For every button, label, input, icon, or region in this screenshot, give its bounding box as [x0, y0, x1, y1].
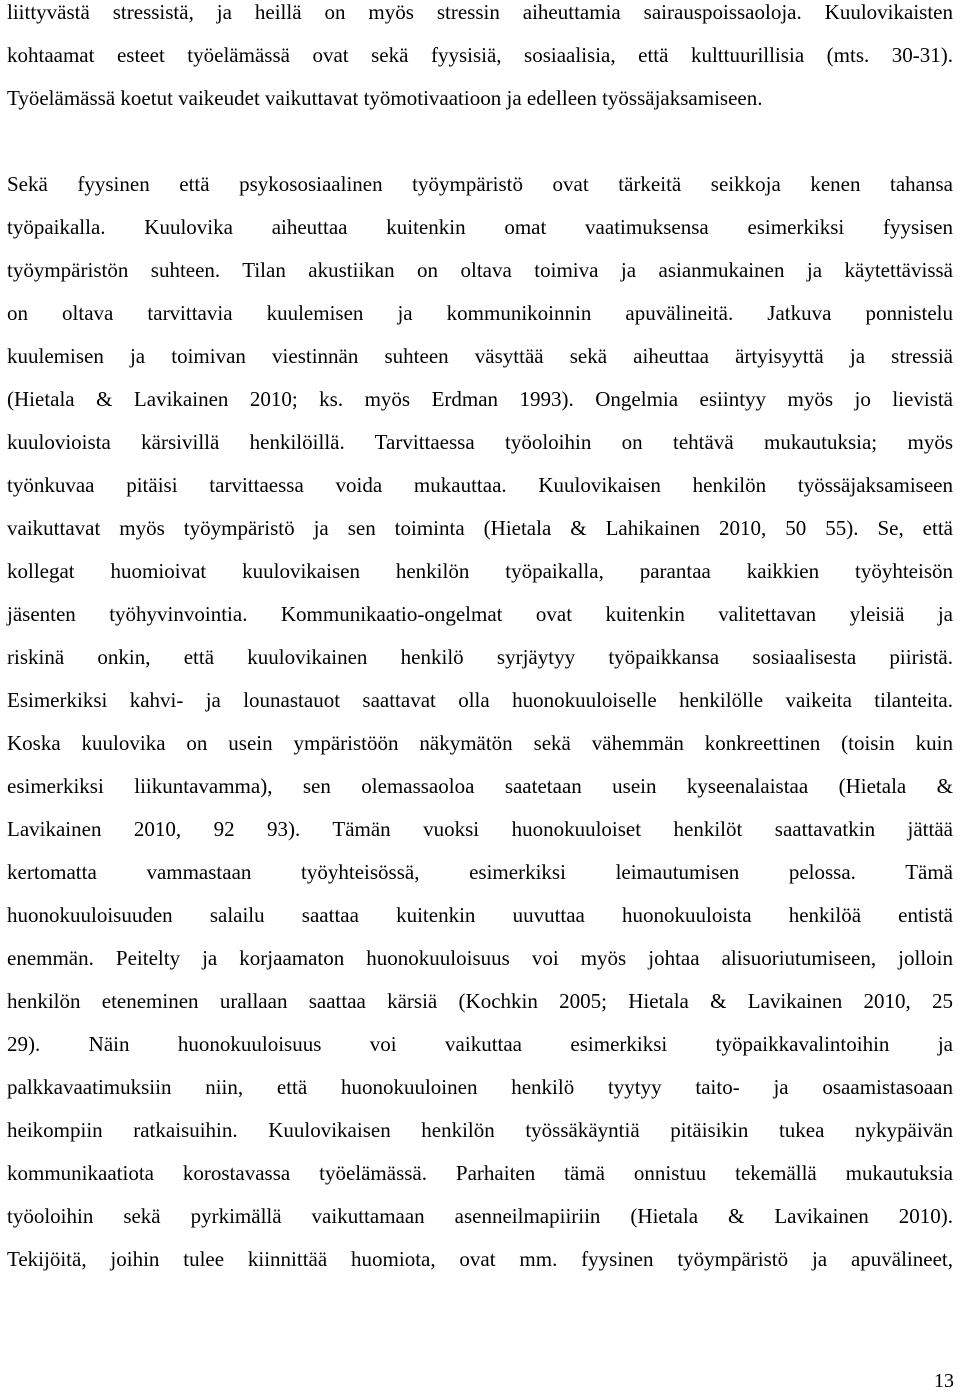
text-line: 29). Näin huonokuuloisuus voi vaikuttaa esimerkiksi työpaikkavalintoihin ja: [7, 1032, 953, 1056]
text-line: Lavikainen 2010, 92 93). Tämän vuoksi huonokuuloiset henkilöt saattavatkin jättää: [7, 817, 953, 841]
text-line: enemmän. Peitelty ja korjaamaton huonokuuloisuus voi myös johtaa alisuoriutumiseen, jolloin: [7, 946, 953, 970]
paragraph-1: [7, 0, 953, 120]
text-line: palkkavaatimuksiin niin, että huonokuuloinen henkilö tyytyy taito- ja osaamistasoaan: [7, 1075, 953, 1099]
page-number: 13: [934, 1370, 954, 1392]
text-line: kohtaamat esteet työelämässä ovat sekä fyysisiä, sosiaalisia, että kulttuurillisia (mts. 30-31).: [7, 43, 953, 67]
text-line: kuulemisen ja toimivan viestinnän suhteen väsyttää sekä aiheuttaa ärtyisyyttä ja stressiä: [7, 344, 953, 368]
text-line: Koska kuulovika on usein ympäristöön näkymätön sekä vähemmän konkreettinen (toisin kuin: [7, 731, 953, 755]
text-line: Esimerkiksi kahvi- ja lounastauot saattavat olla huonokuuloiselle henkilölle vaikeita tilanteita.: [7, 688, 953, 712]
text-line: työpaikalla. Kuulovika aiheuttaa kuitenkin omat vaatimuksensa esimerkiksi fyysisen: [7, 215, 953, 239]
text-line: Työelämässä koetut vaikeudet vaikuttavat työmotivaatioon ja edelleen työssäjaksamiseen.: [7, 86, 763, 110]
text-line: (Hietala & Lavikainen 2010; ks. myös Erdman 1993). Ongelmia esiintyy myös jo lievistä: [7, 387, 953, 411]
text-line: kertomatta vammastaan työyhteisössä, esimerkiksi leimautumisen pelossa. Tämä: [7, 860, 953, 884]
text-line: työnkuvaa pitäisi tarvittaessa voida mukauttaa. Kuulovikaisen henkilön työssäjaksamiseen: [7, 473, 953, 497]
text-line: riskinä onkin, että kuulovikainen henkilö syrjäytyy työpaikkansa sosiaalisesta piiristä.: [7, 645, 953, 669]
text-line: työympäristön suhteen. Tilan akustiikan on oltava toimiva ja asianmukainen ja käytettävissä: [7, 258, 953, 282]
text-line: kollegat huomioivat kuulovikaisen henkilön työpaikalla, parantaa kaikkien työyhteisön: [7, 559, 953, 583]
text-line: kommunikaatiota korostavassa työelämässä. Parhaiten tämä onnistuu tekemällä mukautuksia: [7, 1161, 953, 1185]
text-line: esimerkiksi liikuntavamma), sen olemassaoloa saatetaan usein kyseenalaistaa (Hietala &: [7, 774, 953, 798]
text-line: työoloihin sekä pyrkimällä vaikuttamaan asenneilmapiiriin (Hietala & Lavikainen 2010).: [7, 1204, 953, 1228]
text-line: vaikuttavat myös työympäristö ja sen toiminta (Hietala & Lahikainen 2010, 50 55). Se, että: [7, 516, 953, 540]
text-line: huonokuuloisuuden salailu saattaa kuitenkin uuvuttaa huonokuuloista henkilöä entistä: [7, 903, 953, 927]
text-line: Tekijöitä, joihin tulee kiinnittää huomiota, ovat mm. fyysinen työympäristö ja apuvälineet,: [7, 1247, 953, 1271]
text-line: heikompiin ratkaisuihin. Kuulovikaisen henkilön työssäkäyntiä pitäisikin tukea nykypäivän: [7, 1118, 953, 1142]
text-line: Sekä fyysinen että psykososiaalinen työympäristö ovat tärkeitä seikkoja kenen tahansa: [7, 172, 953, 196]
paragraph-2: [7, 163, 953, 1281]
text-line: liittyvästä stressistä, ja heillä on myös stressin aiheuttamia sairauspoissaoloja. Kuulovikaisten: [7, 0, 953, 24]
text-line: jäsenten työhyvinvointia. Kommunikaatio-ongelmat ovat kuitenkin valitettavan yleisiä ja: [7, 602, 953, 626]
text-line: on oltava tarvittavia kuulemisen ja kommunikoinnin apuvälineitä. Jatkuva ponnistelu: [7, 301, 953, 325]
text-line: henkilön eteneminen urallaan saattaa kärsiä (Kochkin 2005; Hietala & Lavikainen 2010, 25: [7, 989, 953, 1013]
text-line: kuulovioista kärsivillä henkilöillä. Tarvittaessa työoloihin on tehtävä mukautuksia; myös: [7, 430, 953, 454]
